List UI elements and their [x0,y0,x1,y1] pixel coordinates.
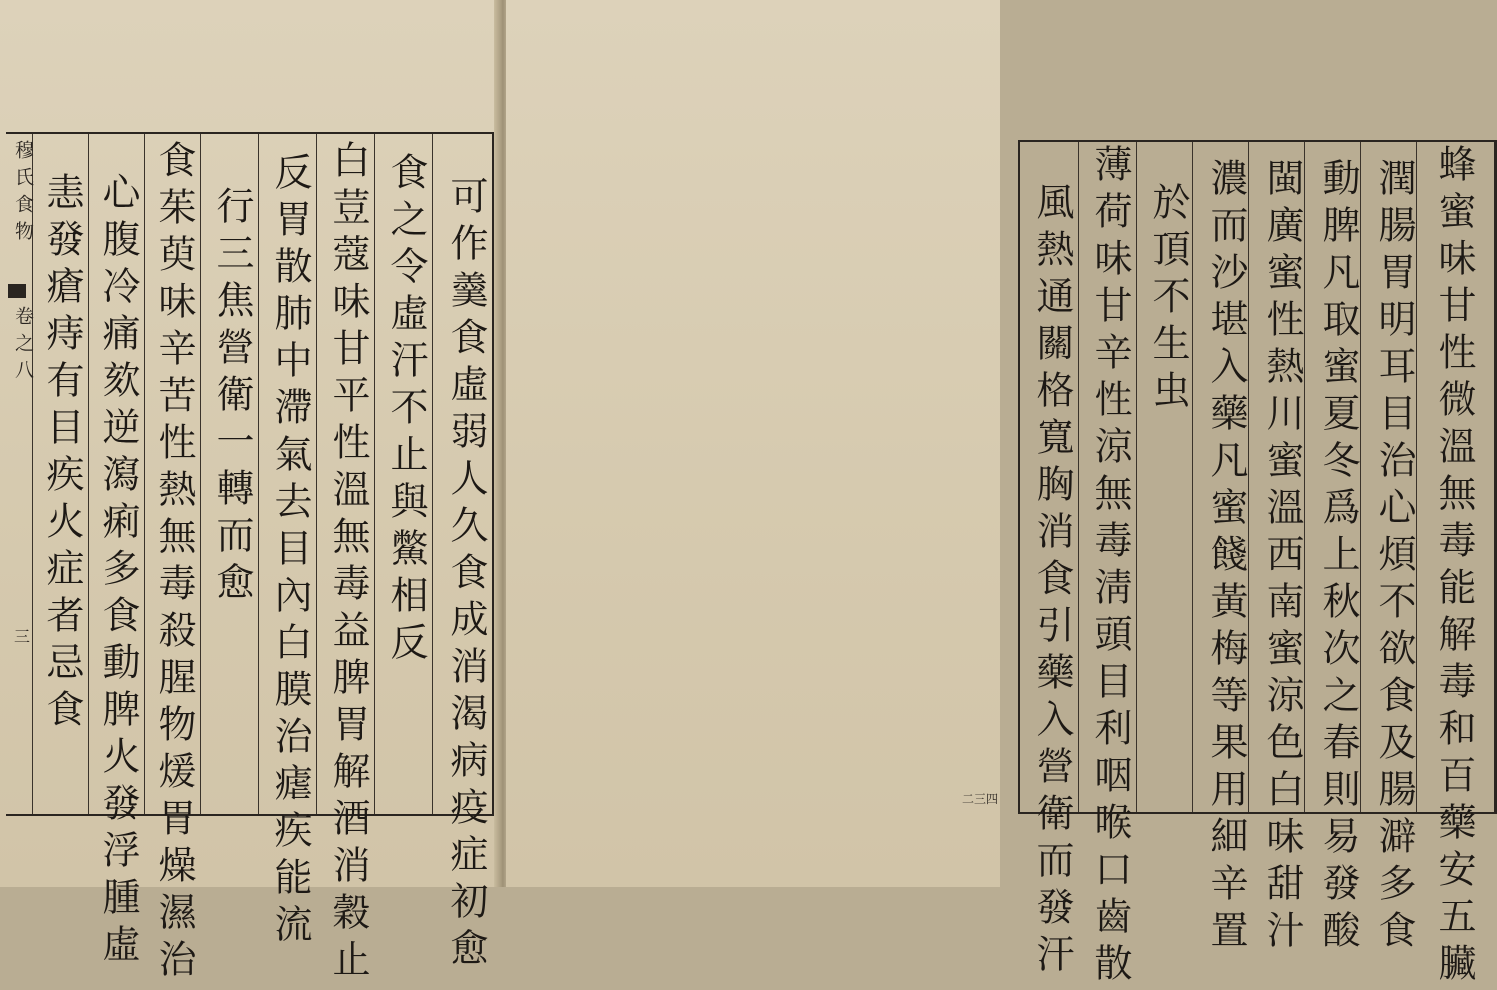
column-rule [316,134,317,814]
left-page-frame [6,132,494,986]
text-column: 行三焦營衛一轉而愈 [210,186,254,609]
text-column: 白荳蔻味甘平性溫無毒益脾胃解酒消穀止 [326,140,370,986]
volume-label: 卷之八 [12,306,34,387]
column-rule [1192,142,1193,812]
column-rule [1248,142,1249,812]
column-rule [200,134,201,814]
fishtail-mark [8,284,26,298]
text-column: 風熱通關格寬胸消食引藥入營衛而發汗 [1030,182,1074,981]
page-number: 二三四 [962,792,999,806]
text-column: 反胃散肺中滯氣去目內白膜治瘧疾能流 [268,152,312,951]
text-column: 食茱萸味辛苦性熱無毒殺腥物煖胃燥濕治 [152,140,196,986]
folio-number: 三 [14,627,31,646]
column-rule [1136,142,1137,812]
left-page [0,0,500,986]
column-rule [1360,142,1361,812]
text-column: 動脾凡取蜜夏冬爲上秋次之春則易發酸 [1316,158,1360,957]
column-rule [88,134,89,814]
text-column: 於頂不生虫 [1146,182,1190,417]
right-page-frame [1018,140,1497,990]
text-column: 心腹冷痛欬逆瀉痢多食動脾火發浮腫虛 [96,172,140,971]
right-page [506,0,1476,990]
text-column: 濃而沙堪入藥凡蜜餞黃梅等果用細辛置 [1204,158,1248,957]
text-column: 可作羹食虛弱人久食成消渴病疫症初愈 [444,176,488,975]
column-rule [432,134,433,814]
text-column: 蜂蜜味甘性微溫無毒能解毒和百藥安五臟 [1432,144,1476,990]
text-column: 潤腸胃明耳目治心煩不欲食及腸澼多食 [1372,158,1416,957]
text-column: 恚發瘡痔有目疾火症者忌食 [40,172,84,736]
text-column: 薄荷味甘辛性涼無毒淸頭目利咽喉口齒散 [1088,144,1132,990]
column-rule [1416,142,1417,812]
column-rule [258,134,259,814]
column-rule [144,134,145,814]
column-rule [374,134,375,814]
column-rule [1078,142,1079,812]
text-column: 食之令虛汗不止與鱉相反 [384,152,428,669]
text-column: 閩廣蜜性熱川蜜溫西南蜜涼色白味甜汁 [1260,158,1304,957]
column-rule [1304,142,1305,812]
book-title-banner: 穆氏食物 [12,140,34,248]
